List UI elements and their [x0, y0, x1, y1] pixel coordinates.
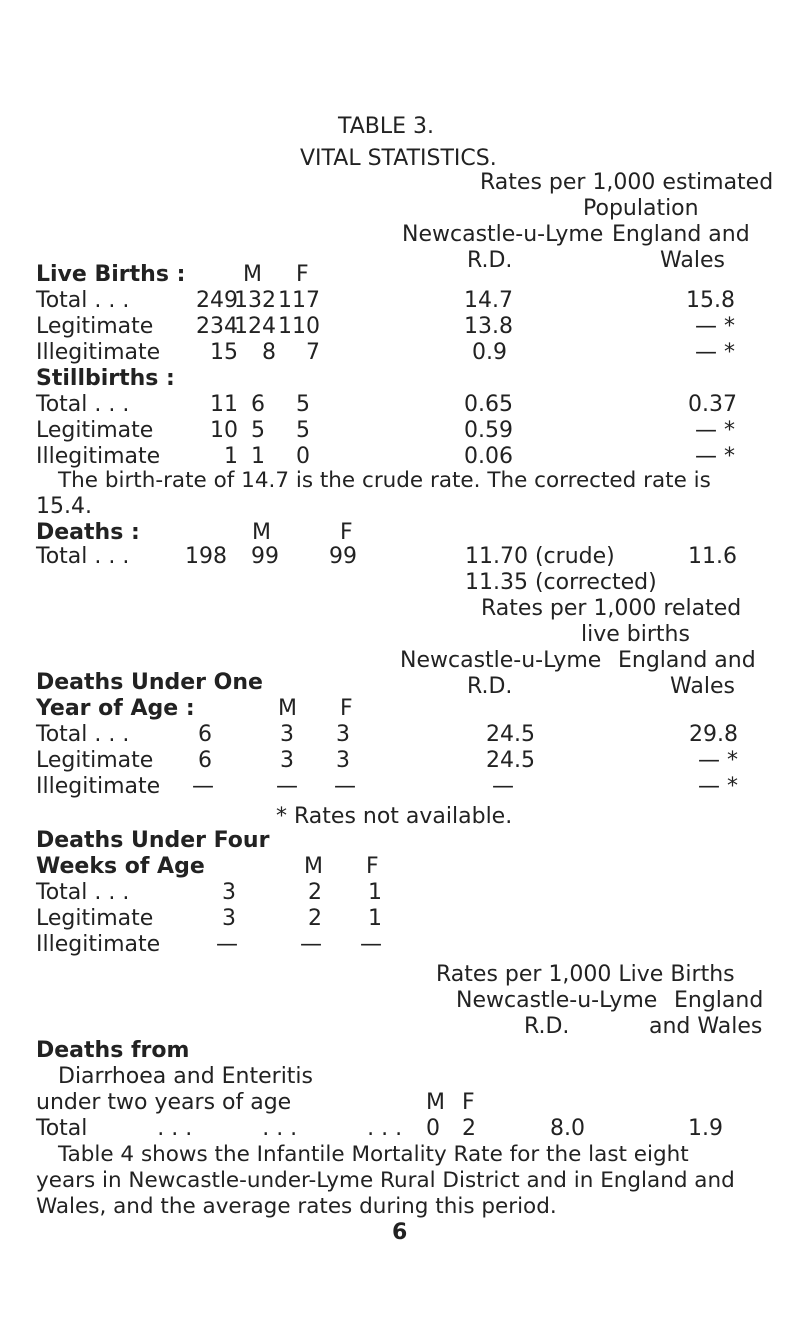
row-label: Illegitimate [36, 444, 161, 469]
row-label: Illegitimate [36, 340, 161, 365]
row-total: 3 [222, 880, 236, 905]
row-m: 3 [280, 722, 294, 747]
row-label: Legitimate [36, 314, 154, 339]
row-rate: 24.5 [486, 748, 535, 773]
col-header-national: England and [618, 648, 756, 673]
col-header-national-wales: Wales [660, 248, 725, 273]
row-m: 8 [262, 340, 276, 365]
row-rate: — [492, 774, 514, 799]
row-national: — * [695, 444, 735, 469]
row-f: — [334, 774, 356, 799]
row-total: 6 [198, 722, 212, 747]
row-f: 117 [278, 288, 320, 313]
col-header-national-wales: and Wales [649, 1014, 763, 1039]
col-header-district: Newcastle-u-Lyme [402, 222, 604, 247]
row-m: — [276, 774, 298, 799]
row-label: Total . . . [36, 544, 130, 569]
row-rate: 0.59 [464, 418, 513, 443]
row-f: 5 [296, 418, 310, 443]
row-f: 0 [296, 444, 310, 469]
row-national: 29.8 [689, 722, 738, 747]
f-label: F [366, 854, 379, 879]
row-rate: 14.7 [464, 288, 513, 313]
closing-paragraph-line: Wales, and the average rates during this period. [36, 1194, 557, 1219]
row-label: Legitimate [36, 906, 154, 931]
infant-deaths-heading-cont: Year of Age : [36, 696, 195, 721]
row-national: — * [695, 418, 735, 443]
row-m: 0 [426, 1116, 440, 1141]
closing-paragraph-line: years in Newcastle-under-Lyme Rural District and in England and [36, 1168, 735, 1193]
rates-header-live-births: Rates per 1,000 Live Births [436, 962, 735, 987]
row-total: 11 [210, 392, 238, 417]
col-header-district: Newcastle-u-Lyme [456, 988, 658, 1013]
row-total: 249 [196, 288, 238, 313]
row-total: — [216, 932, 238, 957]
row-national: 11.6 [688, 544, 737, 569]
row-national: — * [698, 774, 738, 799]
row-national: 15.8 [686, 288, 735, 313]
col-header-national: England [674, 988, 764, 1013]
row-national: — * [698, 748, 738, 773]
row-f: 1 [368, 880, 382, 905]
deaths-heading: Deaths : [36, 520, 140, 545]
neonatal-deaths-heading-cont: Weeks of Age [36, 854, 205, 879]
birth-rate-note: The birth-rate of 14.7 is the crude rate. The corrected rate is [58, 468, 711, 493]
row-f: 3 [336, 722, 350, 747]
rates-footnote: * Rates not available. [276, 804, 513, 829]
row-label: Total . . . [36, 880, 130, 905]
m-label: M [243, 262, 262, 287]
row-national: 0.37 [688, 392, 737, 417]
closing-paragraph-line: Table 4 shows the Infantile Mortality Rate for the last eight [58, 1142, 689, 1167]
row-total: 15 [210, 340, 238, 365]
row-label: Illegitimate [36, 932, 161, 957]
page-number: 6 [392, 1220, 408, 1245]
row-f: — [360, 932, 382, 957]
col-header-district: Newcastle-u-Lyme [400, 648, 602, 673]
row-rate: 8.0 [550, 1116, 585, 1141]
m-label: M [304, 854, 323, 879]
row-m: — [300, 932, 322, 957]
row-f: 2 [462, 1116, 476, 1141]
row-label: Legitimate [36, 418, 154, 443]
row-total: 198 [185, 544, 227, 569]
rates-header-population: Population [583, 196, 699, 221]
row-rate: 0.06 [464, 444, 513, 469]
row-national: — * [695, 314, 735, 339]
f-label: F [340, 696, 353, 721]
col-header-district-rd: R.D. [524, 1014, 570, 1039]
row-m: 2 [308, 880, 322, 905]
diarrhoea-age-line: under two years of age [36, 1090, 292, 1115]
row-rate: 24.5 [486, 722, 535, 747]
row-label: Illegitimate [36, 774, 161, 799]
row-total: 1 [224, 444, 238, 469]
col-header-national-wales: Wales [670, 674, 735, 699]
row-rate: 0.65 [464, 392, 513, 417]
m-label: M [426, 1090, 445, 1115]
row-f: 3 [336, 748, 350, 773]
stillbirths-heading: Stillbirths : [36, 366, 175, 391]
row-f: 7 [306, 340, 320, 365]
row-rate-crude: 11.70 (crude) [465, 544, 615, 569]
f-label: F [340, 520, 353, 545]
row-f: 5 [296, 392, 310, 417]
col-header-national: England and [612, 222, 750, 247]
row-total: 10 [210, 418, 238, 443]
neonatal-deaths-heading: Deaths Under Four [36, 828, 270, 853]
diarrhoea-line: Diarrhoea and Enteritis [58, 1064, 314, 1089]
row-total: 6 [198, 748, 212, 773]
birth-rate-note-cont: 15.4. [36, 494, 92, 519]
row-label: Total . . . [36, 722, 130, 747]
row-label: Total . . . . . . . . . [36, 1116, 403, 1141]
table-title: TABLE 3. [338, 114, 435, 139]
row-m: 99 [251, 544, 279, 569]
row-label: Legitimate [36, 748, 154, 773]
table-subtitle: VITAL STATISTICS. [300, 146, 497, 171]
row-total: — [192, 774, 214, 799]
row-label: Total . . . [36, 288, 130, 313]
f-label: F [296, 262, 309, 287]
diarrhoea-deaths-heading: Deaths from [36, 1038, 190, 1063]
row-f: 1 [368, 906, 382, 931]
infant-deaths-heading: Deaths Under One [36, 670, 263, 695]
live-births-heading: Live Births : [36, 262, 186, 287]
rate-corrected: 11.35 (corrected) [465, 570, 657, 595]
row-m: 124 [234, 314, 276, 339]
col-header-district-rd: R.D. [467, 674, 513, 699]
row-national: 1.9 [688, 1116, 723, 1141]
rates-header-live-births: live births [581, 622, 690, 647]
row-m: 1 [251, 444, 265, 469]
col-header-district-rd: R.D. [467, 248, 513, 273]
row-m: 132 [234, 288, 276, 313]
f-label: F [462, 1090, 475, 1115]
row-total: 3 [222, 906, 236, 931]
row-label: Total . . . [36, 392, 130, 417]
row-rate: 0.9 [472, 340, 507, 365]
rates-header: Rates per 1,000 estimated [480, 170, 774, 195]
row-m: 5 [251, 418, 265, 443]
row-f: 110 [278, 314, 320, 339]
m-label: M [278, 696, 297, 721]
rates-header-related: Rates per 1,000 related [481, 596, 742, 621]
m-label: M [252, 520, 271, 545]
row-f: 99 [329, 544, 357, 569]
row-m: 3 [280, 748, 294, 773]
row-total: 234 [196, 314, 238, 339]
row-national: — * [695, 340, 735, 365]
row-rate: 13.8 [464, 314, 513, 339]
row-m: 2 [308, 906, 322, 931]
row-m: 6 [251, 392, 265, 417]
